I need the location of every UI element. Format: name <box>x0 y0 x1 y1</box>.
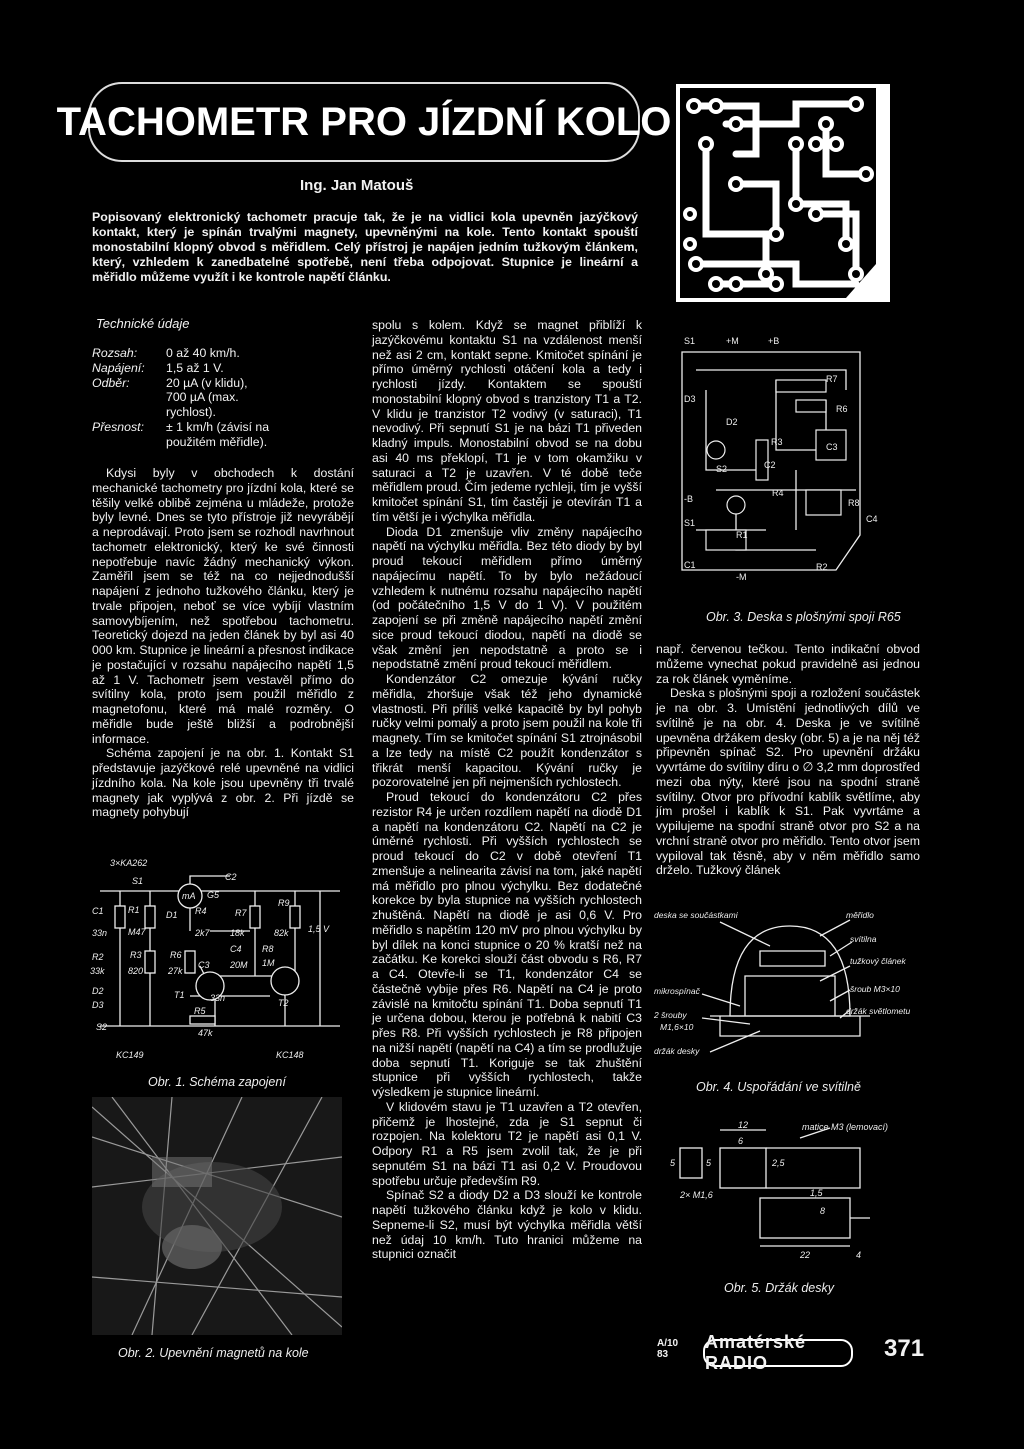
paragraph: Kondenzátor C2 omezuje kývání ručky měřidla, zhoršuje však též jeho dynamické vlastnosti. Při příliš velké kapacitě by byl pohyb ručky velmi pomalý a proto jsem použil na kole tři magnety. Tím se kmitočet spínání S1 ztrojnásobil a lze tedy na místě C2 použít kondenzátor s třikrát menší kapacitou. Kývání ručky je pozorovatelné jen při nejmenších rychlostech. <box>372 672 642 790</box>
layout-label: D2 <box>726 417 738 427</box>
schematic-label: 820 <box>128 966 144 976</box>
figure-4-assembly <box>650 906 920 1070</box>
bracket-label: 2× M1,6 <box>680 1190 713 1200</box>
column-3-text <box>656 642 920 878</box>
schematic-label: mA <box>182 891 196 901</box>
layout-label: S2 <box>716 464 728 474</box>
schematic-label: S1 <box>132 876 144 886</box>
assembly-label: mikrospínač <box>654 986 700 996</box>
schematic-label: 1,5 V <box>308 924 330 934</box>
tech-row <box>92 376 280 391</box>
paragraph: Proud tekoucí do kondenzátoru C2 přes rezistor R4 je určen rozdílem napětí na diodě D1 a napětí na kondenzátoru C2. Napětí na C2 je úměrné rychlosti. Při vyšších rychlostech se proud tekoucí do C2 v době otevření T1 zmenšuje a nelinearita závisí na tom, jaké napětí má měřidlo pro plnou výchylku. Bez dodatečné korekce by byla stupnice na vyšších rychlostech zhuštěná. Napětí na diodě je asi 0,6 V. Pro měřidlo s napětím 120 mV pro plnou výchylku by byl dílek na konci stupnice o 20 % kratší než na začátku. Ke korekci slouží část obvodu s R6, R7 a C4. Otevře-li se T1, kondenzátor C4 se částečně vybije přes R6. Napětí na C4 je proto závislé na kmitočtu spínání T1. Doba sepnutí T1 je určena dobou, kterou je potřebná k nabití C3 přes R8. Při vyšších rychlostech je R8 připojen na nižší napětí (napětí na C4) a tím se prodlužuje doba sepnutí T1. Koriguje se tak zhuštění stupnice při vyšších rychlostech, takže výsledkem je stupnice lineární. <box>372 790 642 1099</box>
schematic-label: D3 <box>92 1000 104 1010</box>
assembly-label: M1,6×10 <box>660 1022 694 1032</box>
assembly-label: měřidlo <box>846 910 874 920</box>
tech-row <box>92 346 280 361</box>
figure-2-caption: Obr. 2. Upevnění magnetů na kole <box>118 1346 309 1360</box>
bracket-label: 4 <box>856 1250 862 1260</box>
tech-data-title: Technické údaje <box>96 316 190 331</box>
assembly-label: deska se součástkami <box>654 910 738 920</box>
bracket-label: 5 <box>670 1158 676 1168</box>
bracket-label: 5 <box>706 1158 712 1168</box>
bracket-label: 6 <box>738 1136 744 1146</box>
schematic-label: D2 <box>92 986 104 996</box>
schematic-label: 47k <box>198 1028 213 1038</box>
paragraph: Schéma zapojení je na obr. 1. Kontakt S1 představuje jazýčkové relé upevněné na vidlici jízdního kola. Na kole jsou upevněny tři trvalé magnety jak vyplývá z obr. 2. Při jízdě se magnety pohybují <box>92 746 354 820</box>
schematic-label: C2 <box>225 872 237 882</box>
tech-value: ± 1 km/h (závisí na použitém měřidle). <box>166 419 270 449</box>
schematic-label: S2 <box>96 1022 108 1032</box>
schematic-label: 33n <box>92 928 108 938</box>
schematic-label: C4 <box>230 944 242 954</box>
page-number: 371 <box>884 1335 925 1362</box>
schematic-label: R4 <box>195 906 207 916</box>
schematic-label: R6 <box>170 950 182 960</box>
assembly-label: svítilna <box>850 934 877 944</box>
figure-1-schematic <box>90 856 352 1066</box>
schematic-label: 3×KA262 <box>110 858 148 868</box>
schematic-label: 82k <box>274 928 289 938</box>
layout-label: R1 <box>736 530 748 540</box>
issue-top: A/10 <box>657 1338 679 1349</box>
tech-label: Přesnost: <box>92 419 144 434</box>
layout-label: C1 <box>684 560 696 570</box>
schematic-label: R9 <box>278 898 290 908</box>
magazine-logo <box>703 1332 853 1373</box>
title-banner <box>56 82 672 162</box>
schematic-label: R1 <box>128 905 140 915</box>
bracket-label: 12 <box>738 1120 749 1130</box>
tech-value: 0 až 40 km/h. <box>166 346 240 360</box>
figure-1-caption: Obr. 1. Schéma zapojení <box>148 1075 286 1089</box>
figure-3-layout <box>676 330 890 598</box>
layout-label: -B <box>684 494 693 504</box>
article-title: TACHOMETR PRO JÍZDNÍ KOLO <box>56 99 672 144</box>
pcb-traces <box>676 84 890 302</box>
paragraph: Spínač S2 a diody D2 a D3 slouží ke kontrole napětí tužkového článku když je kolo v klidu. Sepneme-li S2, musí být výchylka měřidla větší než údaj 10 km/h. Tuto hranici můžeme na stupnici označit <box>372 1188 642 1262</box>
schematic-label: 20M <box>230 960 248 970</box>
schematic-label: R8 <box>262 944 274 954</box>
tech-row <box>92 361 280 376</box>
schematic-label: 18k <box>230 928 245 938</box>
bracket-label: 8 <box>820 1206 826 1216</box>
layout-label: R7 <box>826 374 838 384</box>
figure-5-caption: Obr. 5. Držák desky <box>724 1281 834 1295</box>
layout-label: C2 <box>764 460 776 470</box>
schematic-label: R3 <box>130 950 142 960</box>
assembly-label: držák desky <box>654 1046 700 1056</box>
paragraph: Dioda D1 zmenšuje vliv změny napájecího napětí na výchylku měřidla. Bez této diody by byl proud tekoucí měřidlem přímo úměrný napájecímu napětí. To by bylo nežádoucí vzhledem k nutnému rozsahu napájecího napětí (od počátečního 1,5 V do 1 V). V použitém zapojení se při změně napájecího napětí změní sice proud tekoucí diodou, napětí na diodě se však změní jen nepodstatně a proto se i nepodstatně změní proud tekoucí měřidlem. <box>372 524 642 672</box>
bicycle-wheel-photo <box>92 1097 342 1335</box>
assembly-label: tužkový článek <box>850 956 906 966</box>
layout-label: S1 <box>684 336 696 346</box>
abstract <box>92 210 638 285</box>
schematic-label: R7 <box>235 908 247 918</box>
issue-number <box>657 1338 678 1360</box>
paragraph: Kdysi byly v obchodech k dostání mechanické tachometry pro jízdní kola, které se těšily velké oblibě zejména u mládeže, protože byly levné. Dnes se tyto přístroje již nevyrábějí a neprodávají. Proto jsem se rozhodl navrhnout tachometr elektronický, který ke své činnosti nepotřebuje navíc žádný mechanický výkon. Zaměřil jsem se též na co nejjednodušší napájení z jednoho tužkového článku, který je trvale připojen, neboť se více vybíjí vlastním samovybíjením, než spotřebou tachometru. Teoretický dojezd na jeden článek by byl asi 40 000 km. Stupnice je lineární a přesnost indikace je postačující v rozsahu napájecího napětí 1,5 až 1 V. Tachometr jsem vestavěl přímo do svítilny kola, proto jsem použil měřidlo z magnetofonu, které má malé rozměry. O měřidle bude ještě bližší a podrobnější informace. <box>92 466 354 746</box>
author: Ing. Jan Matouš <box>300 177 414 194</box>
pcb-copper-image <box>676 84 890 302</box>
component-layout-drawing <box>676 330 890 598</box>
layout-label: C3 <box>826 442 838 452</box>
paragraph: Deska s plošnými spoji a rozložení součástek je na obr. 3. Umístění jednotlivých dílů ve svítilně je na obr. 4. Deska je ve svítilně upevněna držákem desky (obr. 5) a je na něj též připevněn spínač S2. Pro upevnění držáku vyvrtáme do svítilny díru o ∅ 3,2 mm doprostřed mezi oba nýty, které jsou na spodní straně svítilny. Otvor pro přívodní kablík světlíme, aby jím prošel i kablík k S1. Pak vyvrtáme a vypilujeme na spodní straně otvor pro S2 a na vrchní straně otvor pro měřidlo. Tento otvor jsem vypiloval tak těsně, aby v něm měřidlo samo drželo. Tužkový článek <box>656 686 920 878</box>
assembly-drawing <box>650 906 920 1070</box>
schematic-label: M47 <box>128 927 146 937</box>
schematic-label: R5 <box>194 1006 206 1016</box>
column-1-text <box>92 466 354 820</box>
schematic-label: G5 <box>207 890 220 900</box>
assembly-label: šroub M3×10 <box>850 984 900 994</box>
figure-5-bracket <box>660 1118 910 1266</box>
layout-label: -M <box>736 572 747 582</box>
schematic-label: KC149 <box>116 1050 144 1060</box>
schematic-label: C3 <box>198 960 210 970</box>
layout-label: +M <box>726 336 739 346</box>
issue-bottom: 83 <box>657 1349 669 1360</box>
layout-label: R6 <box>836 404 848 414</box>
layout-label: R2 <box>816 562 828 572</box>
schematic-label: KC148 <box>276 1050 304 1060</box>
paragraph: spolu s kolem. Když se magnet přiblíží k jazýčkovému kontaktu S1 na vzdálenost menší než asi 2 cm, kontakt sepne. Kmitočet spínání je přímo úměrný rychlosti otáčení kola a tedy i rychlosti jízdy. Kontaktem se spouští monostabilní klopný obvod s tranzistory T1 a T2. V klidu je tranzistor T2 vodivý (v saturaci), T1 nevodivý. Při sepnutí S1 je na bázi T1 přiveden kladný impuls. Monostabilní obvod se na dobu asi 40 ms překlopí, T1 je v tom okamžiku v saturaci a T2 je uzavřen. V té době teče měřidlem proud. Čím jedeme rychleji, tím je vyšší kmitočet spínání S1, tím častěji je otevírán T1 a tím větší je i výchylka měřidla. <box>372 318 642 524</box>
bracket-label: 22 <box>800 1250 811 1260</box>
tech-label <box>92 390 166 420</box>
schematic-label: R2 <box>92 952 104 962</box>
layout-label: +B <box>768 336 780 346</box>
schematic-label: T1 <box>174 990 185 1000</box>
bracket-label: matice M3 (lemovací) <box>802 1122 889 1132</box>
assembly-label: držák světlometu <box>846 1006 911 1016</box>
figure-3-caption: Obr. 3. Deska s plošnými spoji R65 <box>706 610 901 624</box>
bracket-label: 1,5 <box>810 1188 823 1198</box>
schematic-label: 1M <box>262 958 275 968</box>
tech-value: 1,5 až 1 V. <box>166 360 224 375</box>
schematic-label: 2k7 <box>195 928 210 938</box>
tech-row <box>92 390 280 420</box>
schematic-label: 33n <box>210 993 226 1003</box>
tech-label: Odběr: <box>92 375 130 390</box>
figure-4-caption: Obr. 4. Uspořádání ve svítilně <box>696 1080 861 1094</box>
tech-label: Rozsah: <box>92 346 138 360</box>
paragraph: např. červenou tečkou. Tento indikační obvod můžeme vynechat pokud pravidelně asi jednou za rok článek vyměníme. <box>656 642 920 686</box>
tech-value: 20 µA (v klidu), <box>166 375 248 390</box>
layout-label: S1 <box>684 518 696 528</box>
tech-row <box>92 420 280 450</box>
figure-2-photo <box>92 1097 342 1335</box>
bracket-drawing <box>660 1118 910 1266</box>
schematic-label: D1 <box>166 910 178 920</box>
tech-label: Napájení: <box>92 360 145 375</box>
layout-label: R8 <box>848 498 860 508</box>
tech-value: 700 µA (max. rychlost). <box>166 390 239 420</box>
layout-label: R4 <box>772 488 784 498</box>
schematic-label: 27k <box>168 966 183 976</box>
layout-label: C4 <box>866 514 878 524</box>
layout-label: D3 <box>684 394 696 404</box>
paragraph: V klidovém stavu je T1 uzavřen a T2 otevřen, přičemž je lhostejné, zda je S1 sepnut či rozpojen. Na kolektoru T2 je napětí asi 0,1 V. Odpory R1 a R5 jsem zvolil tak, že je při sepnutém S1 na bázi T1 asi 0,2 V. Proudovou spotřebu určuje především R9. <box>372 1099 642 1188</box>
schematic-label: C1 <box>92 906 104 916</box>
magazine-logo-text: Amatérské RADIO <box>705 1332 807 1373</box>
schematic-label: T2 <box>278 998 289 1008</box>
abstract-text: Popisovaný elektronický tachometr pracuje tak, že je na vidlici kola upevněn jazýčkový kontakt, který je spínán trvalými magnety, upevněnými na kole. Tento kontakt spouští monostabilní klopný obvod s měřidlem. Celý přístroj je napájen jedním tužkovým článkem, který, vzhledem k zanedbatelné spotřebě, není třeba odpojovat. Stupnice je lineární a měřidlo můžeme využít i ke kontrole napětí článku. <box>92 210 638 284</box>
bracket-label: 2,5 <box>772 1158 785 1168</box>
column-2-text <box>372 318 642 1262</box>
layout-label: R3 <box>771 437 783 447</box>
schematic-label: 33k <box>90 966 105 976</box>
assembly-label: 2 šrouby <box>654 1010 687 1020</box>
tech-data-table <box>92 346 280 450</box>
schematic-drawing <box>90 856 352 1066</box>
